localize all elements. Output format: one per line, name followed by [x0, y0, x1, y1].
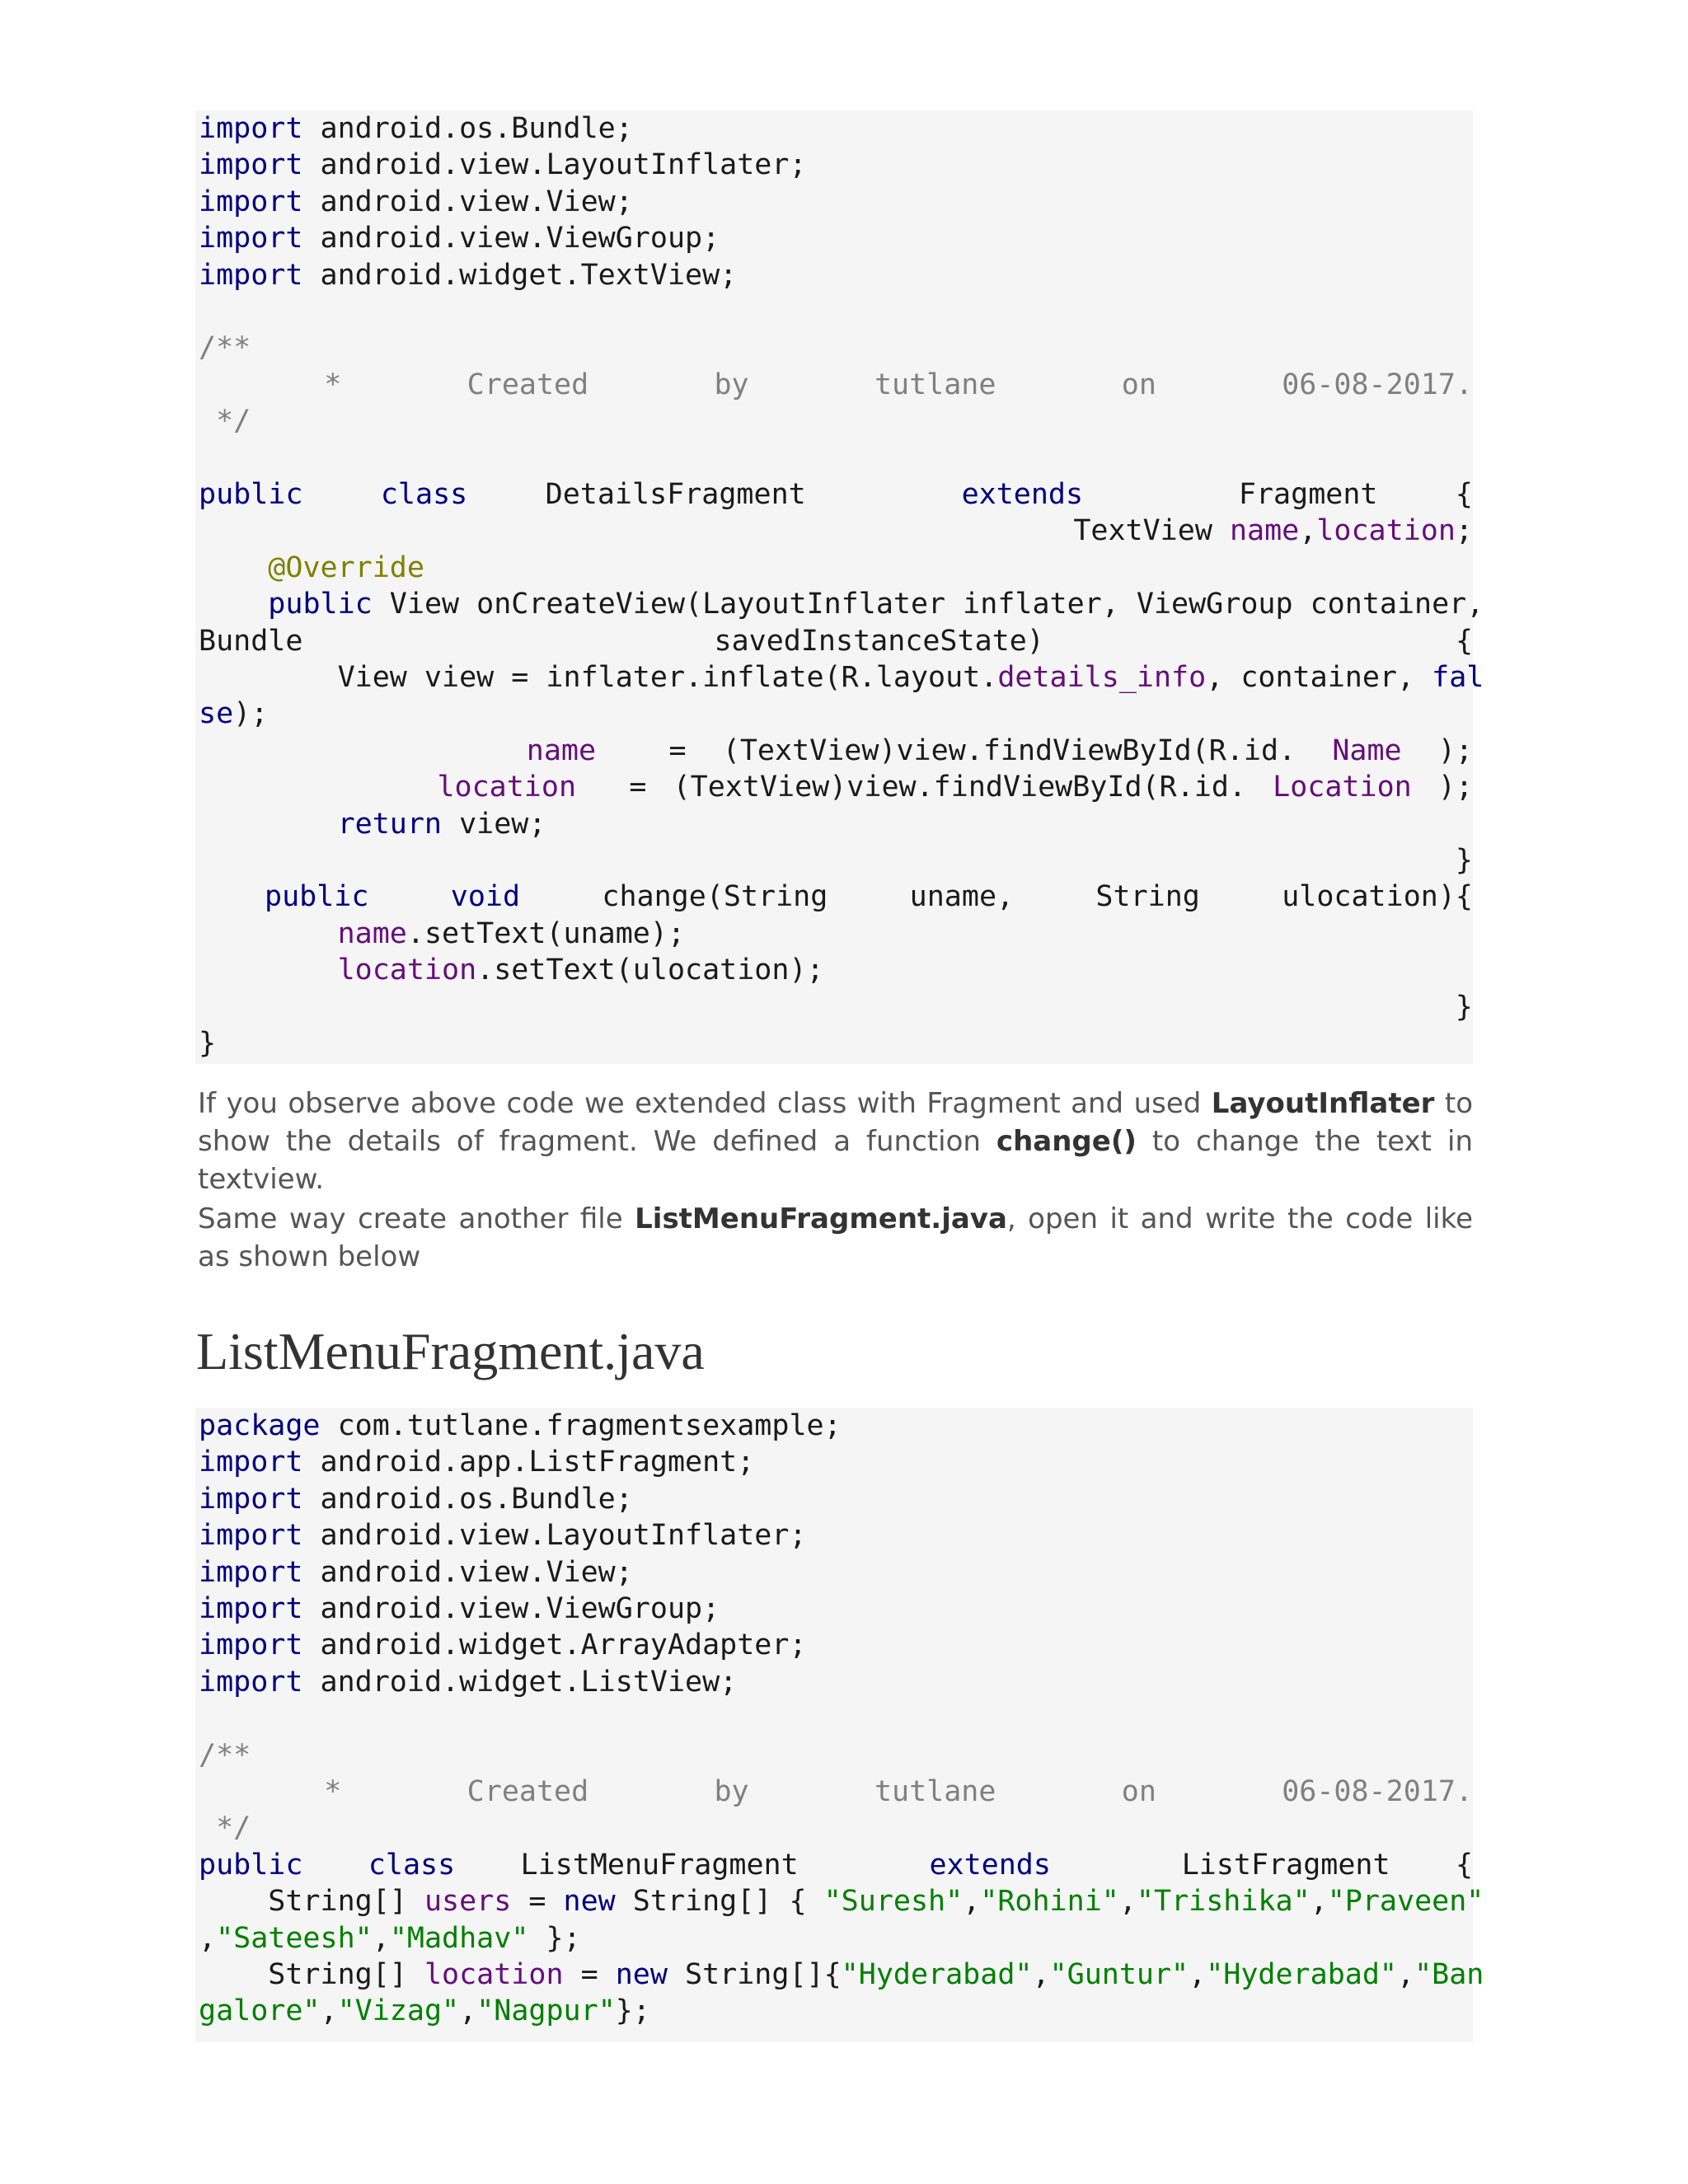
code-token: view; [442, 807, 546, 841]
code-line [199, 1883, 1484, 1919]
code-token: , [1032, 1958, 1050, 1991]
code-token: ; [1455, 514, 1473, 548]
code-line [199, 733, 1473, 769]
code-line [199, 1481, 1473, 1517]
code-line [265, 879, 1473, 915]
code-token: import [199, 1629, 303, 1662]
paragraph-details-explanation [198, 1085, 1473, 1198]
code-token: extends [961, 478, 1084, 511]
code-token: * [199, 1775, 342, 1808]
code-token [199, 954, 338, 987]
para-bold: ListMenuFragment.java [635, 1202, 1007, 1235]
code-token: }; [615, 1994, 650, 2028]
code-line [199, 184, 1473, 220]
code-token: "Praveen" [1327, 1885, 1484, 1919]
code-token [199, 917, 338, 950]
code-token: public [265, 880, 369, 914]
code-token: /** [199, 331, 251, 365]
code-token: location [424, 1958, 564, 1991]
code-token: com.tutlane.fragmentsexample; [320, 1409, 842, 1442]
code-token: return [337, 807, 443, 841]
code-token: import [199, 112, 303, 145]
code-token: void [450, 880, 521, 914]
code-token: (TextView)view.findViewById(R.id. [673, 771, 1246, 804]
code-token: , [1397, 1958, 1415, 1991]
code-line [199, 586, 1484, 622]
code-token: name [526, 733, 597, 767]
code-line [199, 1920, 1473, 1957]
code-token: ); [1437, 771, 1474, 804]
code-token: String[] { [615, 1885, 824, 1919]
code-line [199, 916, 1473, 952]
code-line [199, 1664, 1473, 1700]
code-token: location [437, 771, 577, 804]
code-token: Created [467, 1775, 589, 1808]
code-token: "Madhav" [389, 1921, 529, 1955]
code-token [199, 771, 410, 804]
code-token: on [1121, 1775, 1156, 1808]
code-line [199, 1444, 1473, 1480]
code-line [199, 659, 1484, 696]
para-text: If you observe above code we extended class with Fragment and used [198, 1087, 1212, 1120]
code-token: "Hyderabad" [1206, 1958, 1397, 1991]
code-token: import [199, 1446, 303, 1479]
code-token: android.view.ViewGroup; [302, 222, 720, 255]
code-token: } [199, 1027, 217, 1060]
code-line [199, 1627, 1473, 1663]
code-token: Name [1332, 733, 1402, 767]
code-token: ListMenuFragment [520, 1848, 865, 1882]
code-token: savedInstanceState) [714, 624, 1044, 658]
code-token: } [1455, 844, 1473, 877]
code-token: location [1316, 514, 1456, 548]
code-token: Fragment [1160, 478, 1378, 511]
code-line [199, 952, 1473, 988]
code-token: 06-08-2017. [1282, 1775, 1473, 1808]
code-line [199, 769, 1473, 805]
code-token: "Ban [1414, 1958, 1484, 1991]
code-token: { [1455, 478, 1473, 511]
code-token: "Rohini" [980, 1885, 1119, 1919]
code-block-details-fragment [195, 110, 1484, 1064]
code-token: android.os.Bundle; [302, 1482, 633, 1516]
code-token: public [199, 478, 303, 511]
code-line [199, 1591, 1473, 1627]
code-block-listmenu-fragment [195, 1408, 1484, 2042]
code-token: * [199, 368, 342, 401]
code-token: android.view.ViewGroup; [302, 1592, 720, 1625]
code-token: Location [1273, 771, 1412, 804]
code-token: , [1189, 1958, 1207, 1991]
code-line [199, 623, 1473, 659]
code-token: { [1455, 624, 1474, 658]
code-token: name [1229, 514, 1300, 548]
code-line [199, 293, 1473, 330]
code-line [199, 1517, 1473, 1554]
code-token [199, 734, 490, 767]
code-token: .setText(uname); [406, 916, 686, 950]
code-line [199, 440, 1473, 476]
para-text: , open it and write the code like as shown below [198, 1202, 1473, 1273]
code-token: new [563, 1885, 616, 1919]
code-token: ); [1437, 733, 1473, 767]
code-token: android.widget.ArrayAdapter; [302, 1629, 807, 1662]
code-token: import [199, 1592, 303, 1625]
code-token: extends [929, 1848, 1051, 1882]
code-token: , [1118, 1885, 1137, 1919]
code-token: }; [528, 1921, 581, 1955]
code-token: DetailsFragment [545, 478, 884, 511]
code-token: android.view.View; [302, 185, 633, 218]
code-line [199, 1957, 1484, 1993]
code-token: tutlane [874, 1775, 996, 1808]
code-token: by [714, 368, 749, 401]
code-token: , [199, 1921, 217, 1955]
code-token: , container, [1206, 661, 1432, 694]
code-token: tutlane [874, 368, 996, 401]
code-token: "Vizag" [337, 1994, 460, 2028]
code-token: Bundle [199, 624, 303, 658]
code-line [199, 1737, 1473, 1774]
code-token: change(String [602, 880, 828, 914]
code-token: on [1121, 368, 1156, 401]
section-heading: ListMenuFragment.java [196, 1322, 705, 1380]
code-token: se [199, 697, 234, 731]
code-token: import [199, 1555, 303, 1589]
code-token: import [199, 185, 303, 218]
code-token [199, 588, 268, 621]
code-token: TextView [1073, 514, 1230, 548]
code-line [199, 1700, 1473, 1736]
code-line [199, 696, 1473, 732]
code-line [199, 1408, 1473, 1444]
code-token: class [380, 478, 468, 511]
code-token: /** [199, 1738, 251, 1772]
code-line [199, 1810, 1473, 1846]
code-token: android.os.Bundle; [302, 112, 633, 145]
code-token: "Suresh" [823, 1885, 964, 1919]
code-token: "Guntur" [1049, 1958, 1189, 1991]
code-token: import [199, 222, 303, 255]
code-token: , [1299, 514, 1317, 548]
para-text: to change the text in textview. [198, 1125, 1473, 1196]
code-token: String[] [199, 1885, 424, 1919]
code-token: ); [233, 697, 269, 731]
code-token: String [1095, 880, 1200, 914]
code-token: android.view.LayoutInflater; [302, 1519, 807, 1553]
code-line [199, 367, 1473, 403]
code-token: import [199, 1482, 303, 1516]
code-token: package [199, 1409, 321, 1442]
code-token: android.view.View; [302, 1555, 633, 1589]
code-token: .setText(ulocation); [476, 954, 824, 987]
code-token: = [563, 1958, 616, 1991]
code-line [199, 1025, 1473, 1062]
code-token: View view = inflater.inflate(R.layout. [199, 661, 998, 694]
code-token: @Override [268, 551, 424, 584]
code-token: = [603, 771, 647, 804]
code-line [199, 257, 1473, 293]
code-token: ulocation){ [1282, 880, 1473, 914]
para-bold: LayoutInflater [1211, 1087, 1435, 1120]
code-token: Created [467, 368, 589, 401]
code-token: android.view.LayoutInflater; [302, 148, 807, 182]
code-line [199, 110, 1473, 147]
code-token: fal [1432, 661, 1484, 694]
code-line [199, 806, 1473, 842]
code-line [199, 513, 1473, 549]
para-text: Same way create another file [198, 1202, 635, 1235]
code-line [199, 989, 1473, 1025]
code-token: location [337, 954, 477, 987]
code-line [199, 147, 1473, 183]
code-token: android.widget.ListView; [302, 1665, 738, 1699]
code-token: } [1455, 990, 1473, 1024]
para-bold: change() [996, 1125, 1137, 1158]
code-token: import [199, 1665, 303, 1699]
code-line [199, 330, 1473, 366]
code-token: uname, [909, 880, 1015, 914]
code-token: name [337, 916, 407, 950]
code-token: import [199, 1519, 303, 1553]
code-token [199, 808, 338, 841]
code-token: */ [199, 1811, 251, 1845]
code-token: String[] [199, 1958, 424, 1991]
code-token: = [511, 1885, 564, 1919]
code-line [199, 1554, 1473, 1591]
code-line [199, 403, 1473, 439]
code-token: (TextView)view.findViewById(R.id. [722, 733, 1296, 767]
code-token: by [714, 1775, 749, 1808]
code-token: { [1455, 1848, 1474, 1882]
code-line [199, 842, 1473, 879]
code-token: View onCreateView(LayoutInflater inflater, ViewGroup container, [372, 588, 1484, 621]
code-token: String[]{ [667, 1958, 842, 1991]
code-line [199, 1993, 1473, 2029]
code-token: class [368, 1848, 456, 1882]
code-token: 06-08-2017. [1282, 368, 1473, 401]
code-token: android.widget.TextView; [302, 258, 738, 292]
code-token: import [199, 258, 303, 292]
code-token: , [320, 1994, 338, 2028]
code-token: import [199, 148, 303, 182]
code-token: ListFragment [1116, 1848, 1390, 1882]
code-token: "Sateesh" [216, 1921, 373, 1955]
code-token: = [632, 733, 687, 767]
code-token: users [424, 1885, 512, 1919]
code-token: */ [199, 405, 251, 438]
code-token: , [372, 1921, 390, 1955]
code-token [199, 551, 268, 584]
code-token: public [268, 588, 373, 621]
code-line [199, 1774, 1473, 1810]
para-text: to show the details of fragment. We defined a function [198, 1087, 1473, 1158]
paragraph-listmenu-intro [198, 1200, 1473, 1276]
code-token: "Nagpur" [476, 1994, 616, 2028]
code-token: galore" [199, 1994, 321, 2028]
code-line [199, 550, 1473, 586]
code-token: , [459, 1994, 477, 2028]
code-token: , [963, 1885, 981, 1919]
code-token: "Hyderabad" [841, 1958, 1033, 1991]
code-line [199, 476, 1473, 513]
code-token: android.app.ListFragment; [302, 1446, 755, 1479]
code-line [199, 220, 1473, 256]
code-token: details_info [997, 661, 1207, 694]
code-token: new [615, 1958, 668, 1991]
code-token: "Trishika" [1136, 1885, 1311, 1919]
code-token: , [1310, 1885, 1328, 1919]
code-line [199, 1847, 1473, 1883]
code-token: public [199, 1848, 303, 1882]
